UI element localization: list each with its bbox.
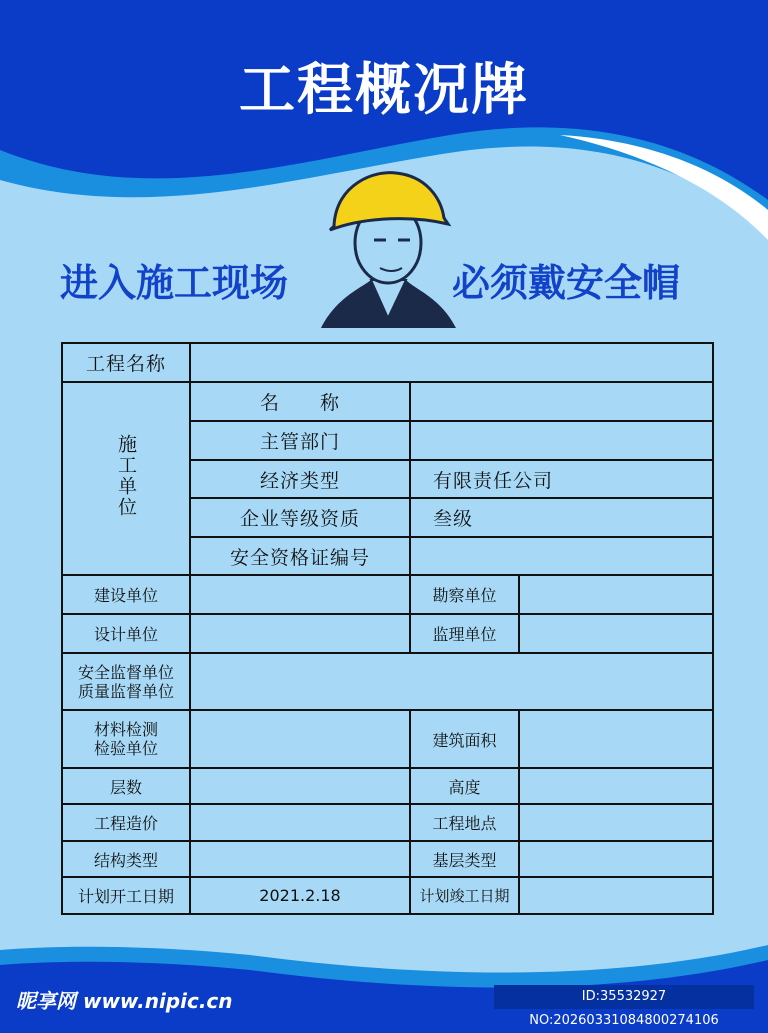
contractor-label: 施工单位: [62, 382, 190, 575]
row-value: [519, 575, 713, 614]
page-title: 工程概况牌: [239, 58, 529, 123]
contractor-row-value: [410, 421, 713, 460]
row-label: 基层类型: [410, 841, 519, 877]
row-label: 计划竣工日期: [410, 877, 519, 914]
watermark-logo: 昵享网 www.nipic.cn: [16, 989, 233, 1013]
contractor-row-value: [410, 382, 713, 421]
row-value: [519, 804, 713, 841]
contractor-row-value: 叁级: [410, 498, 713, 537]
testing-label: 材料检测 检验单位: [62, 710, 190, 768]
row-value: [519, 877, 713, 914]
image-id-label: ID:35532927 NO:20260331084800274106: [494, 985, 754, 1009]
supervision-label: 安全监督单位 质量监督单位: [62, 653, 190, 710]
row-value: [190, 804, 410, 841]
row-label: 结构类型: [62, 841, 190, 877]
testing-value: [190, 710, 410, 768]
contractor-row-value: [410, 537, 713, 575]
row-value: [190, 614, 410, 653]
start-date-value: 2021.2.18: [190, 877, 410, 914]
row-label: 工程地点: [410, 804, 519, 841]
area-label: 建筑面积: [410, 710, 519, 768]
contractor-row-label: 名 称: [190, 382, 410, 421]
row-value: [190, 841, 410, 877]
row-value: [519, 841, 713, 877]
row-label: 监理单位: [410, 614, 519, 653]
row-label: 高度: [410, 768, 519, 804]
row-label: 工程造价: [62, 804, 190, 841]
row-label: 勘察单位: [410, 575, 519, 614]
row-label: 计划开工日期: [62, 877, 190, 914]
contractor-row-value: 有限责任公司: [410, 460, 713, 498]
row-value: [519, 768, 713, 804]
row-label: 设计单位: [62, 614, 190, 653]
contractor-row-label: 经济类型: [190, 460, 410, 498]
contractor-row-label: 安全资格证编号: [190, 537, 410, 575]
area-value: [519, 710, 713, 768]
project-name-value: [190, 343, 713, 382]
row-label: 建设单位: [62, 575, 190, 614]
supervision-value: [190, 653, 713, 710]
contractor-row-label: 企业等级资质: [190, 498, 410, 537]
row-value: [190, 768, 410, 804]
worker-helmet-illustration: [316, 168, 461, 340]
row-label: 层数: [62, 768, 190, 804]
row-value: [519, 614, 713, 653]
project-info-table: [61, 342, 714, 915]
contractor-row-label: 主管部门: [190, 421, 410, 460]
slogan-right: 必须戴安全帽: [452, 261, 681, 305]
project-name-label: 工程名称: [62, 343, 190, 382]
slogan-left: 进入施工现场: [60, 261, 289, 305]
row-value: [190, 575, 410, 614]
